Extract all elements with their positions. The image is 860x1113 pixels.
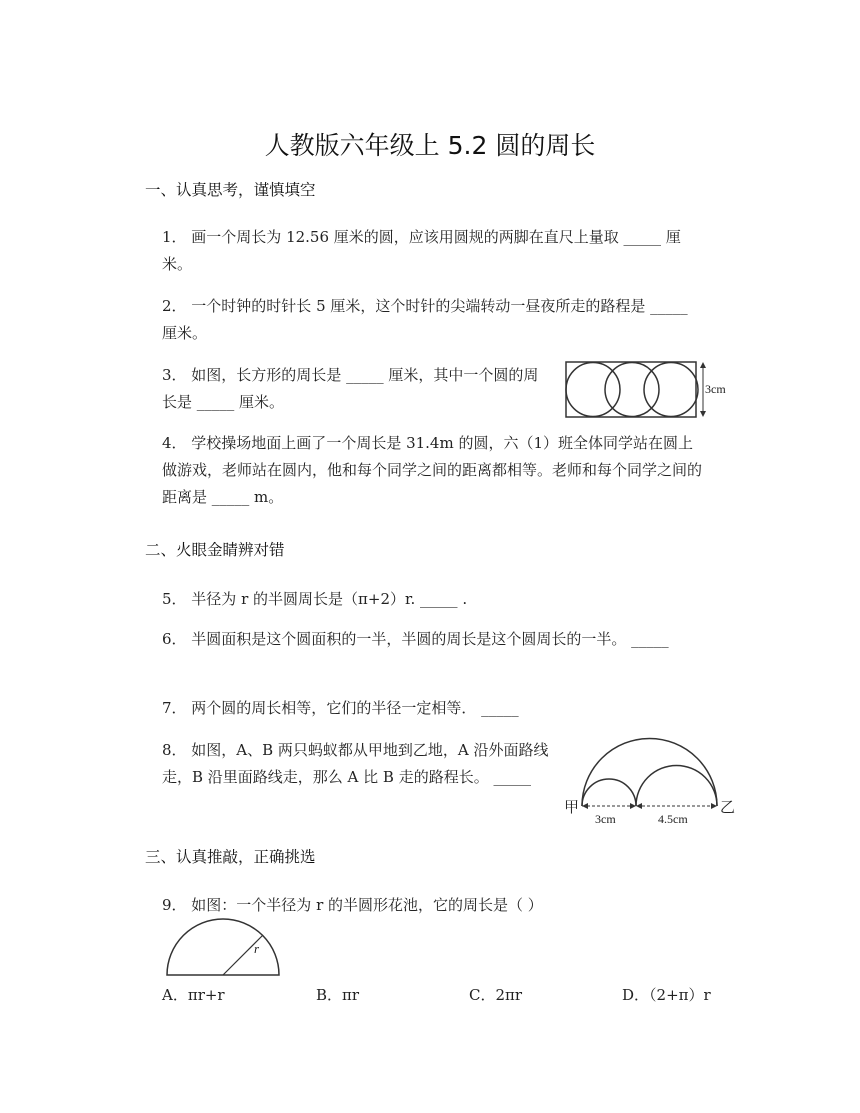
option-d[interactable]: D．（2+π）r <box>622 986 711 1004</box>
left-small-semicircle <box>582 779 636 806</box>
section-heading-1: 一、认真思考，谨慎填空 <box>145 181 316 199</box>
ant-paths-figure <box>562 734 742 829</box>
start-label: 甲 <box>564 798 580 816</box>
question-6: 6． 半圆面积是这个圆面积的一半，半圆的周长是这个圆周长的一半。 _____ <box>162 630 669 648</box>
question-7: 7． 两个圆的周长相等，它们的半径一定相等． _____ <box>162 699 519 717</box>
option-c[interactable]: C．2πr <box>469 986 523 1004</box>
option-a[interactable]: A．πr+r <box>162 986 225 1004</box>
semicircle-outline <box>167 919 279 975</box>
question-1: 1． 画一个周长为 12.56 厘米的圆，应该用圆规的两脚在直尺上量取 _____ 厘米。 <box>162 228 681 273</box>
rectangle-circles-figure <box>562 358 742 422</box>
section-heading-3: 三、认真推敲，正确挑选 <box>145 848 316 866</box>
right-length-label: 4.5cm <box>658 812 688 826</box>
question-2: 2． 一个时钟的时针长 5 厘米，这个时针的尖端转动一昼夜所走的路程是 _____ 厘米。 <box>162 297 688 342</box>
left-length-label: 3cm <box>595 812 616 826</box>
semicircle-figure <box>162 918 284 980</box>
section-heading-2: 二、火眼金睛辨对错 <box>145 541 285 559</box>
question-3: 3． 如图，长方形的周长是 _____ 厘米，其中一个圆的周长是 _____ 厘米。 <box>162 366 539 411</box>
outer-semicircle <box>582 739 717 807</box>
question-4: 4． 学校操场地面上画了一个周长是 31.4m 的圆，六（1）班全体同学站在圆上做游戏，老师站在圆内，他和每个同学之间的距离都相等。老师和每个同学之间的距离是 _____ m。 <box>162 434 703 506</box>
question-9: 9． 如图：一个半径为 r 的半圆形花池，它的周长是（ ） <box>162 896 543 914</box>
option-b[interactable]: B．πr <box>316 986 360 1004</box>
circle-3 <box>644 363 698 417</box>
end-label: 乙 <box>720 798 736 816</box>
right-small-semicircle <box>636 766 717 807</box>
rectangle-outline <box>566 362 696 417</box>
question-5: 5． 半径为 r 的半圆周长是（π+2）r. _____ . <box>162 590 468 608</box>
height-label: 3cm <box>705 382 726 396</box>
page-title: 人教版六年级上 5.2 圆的周长 <box>264 131 596 160</box>
radius-label: r <box>254 941 260 956</box>
question-8: 8． 如图，A、B 两只蚂蚁都从甲地到乙地，A 沿外面路线走，B 沿里面路线走，那么 A 比 B 走的路程长。 _____ <box>162 741 549 786</box>
